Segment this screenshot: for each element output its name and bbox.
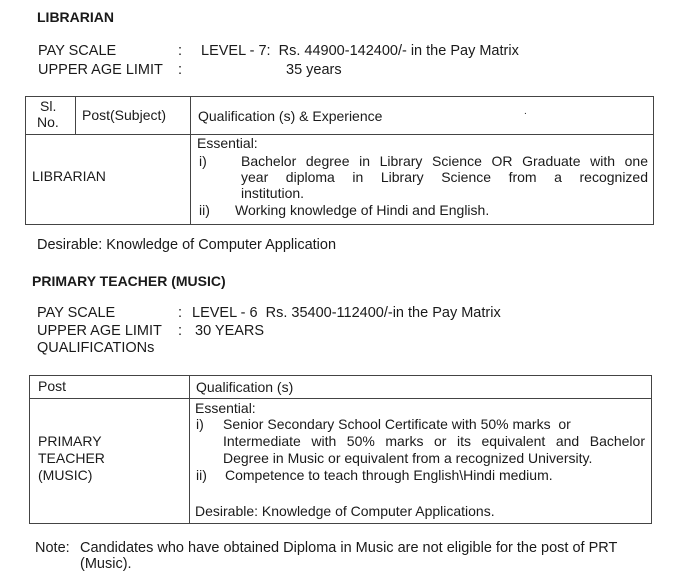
librarian-desirable: Desirable: Knowledge of Computer Application: [37, 237, 337, 253]
header-qualification: [190, 376, 652, 399]
librarian-pay-scale-value: LEVEL - 7: Rs. 44900-142400/- in the Pay Matrix: [201, 43, 519, 59]
music-pay-scale-value: LEVEL - 6 Rs. 35400-112400/-in the Pay Matrix: [192, 305, 501, 321]
qualification-cell: [191, 135, 654, 225]
post-cell: [30, 399, 190, 524]
post-line: (MUSIC): [38, 467, 93, 483]
essential-label: Essential:: [197, 135, 258, 151]
stray-dot: .: [524, 106, 527, 117]
item-line: Intermediate with 50% marks or its equivalent and Bachelor: [223, 433, 645, 449]
header-sl-line1: Sl.: [40, 98, 57, 114]
item-number: ii): [199, 202, 210, 218]
header-post-subject: [76, 97, 191, 135]
header-post-label: Post: [38, 378, 67, 394]
librarian-heading: LIBRARIAN: [37, 9, 114, 25]
note-line: (Music).: [80, 556, 132, 572]
librarian-qualification-table: [25, 96, 654, 225]
item-line: Senior Secondary School Certificate with 50% marks or: [223, 416, 571, 432]
note-line: Candidates who have obtained Diploma in Music are not eligible for the post of PRT: [80, 540, 618, 556]
table-header-row: [26, 97, 654, 135]
librarian-age-colon: :: [178, 62, 183, 78]
item-number: i): [199, 153, 207, 169]
header-qualification-label: Qualification (s) & Experience: [198, 108, 383, 124]
item-line: Competence to teach through English\Hindi medium.: [225, 467, 553, 483]
music-age-label: UPPER AGE LIMIT: [37, 323, 162, 339]
music-age-colon: :: [178, 323, 183, 339]
music-qualification-table: [29, 375, 652, 524]
music-age-value: 30 YEARS: [195, 323, 265, 339]
librarian-pay-scale-label: PAY SCALE: [38, 43, 117, 59]
item-line: year diploma in Library Science from a recognized: [241, 169, 648, 185]
header-sl-no: [26, 97, 76, 135]
post-line: PRIMARY: [38, 433, 102, 449]
item-line: Working knowledge of Hindi and English.: [235, 202, 490, 218]
header-qualification-label: Qualification (s): [196, 379, 294, 395]
table-row: [26, 135, 654, 225]
item-number: ii): [196, 467, 207, 483]
table-header-row: [30, 376, 652, 399]
music-pay-scale-colon: :: [178, 305, 183, 321]
music-pay-scale-label: PAY SCALE: [37, 305, 116, 321]
item-number: i): [196, 416, 204, 432]
music-qualifications-label: QUALIFICATIONs: [37, 340, 155, 356]
music-heading: PRIMARY TEACHER (MUSIC): [32, 273, 226, 289]
table-row: [30, 399, 652, 524]
post-librarian: LIBRARIAN: [32, 168, 106, 184]
librarian-pay-scale-colon: :: [178, 43, 183, 59]
post-line: TEACHER: [38, 450, 105, 466]
librarian-age-label: UPPER AGE LIMIT: [38, 62, 163, 78]
librarian-age-value: 35 years: [286, 62, 342, 78]
desirable-text: Desirable: Knowledge of Computer Applications.: [195, 503, 495, 519]
note-label: Note:: [35, 540, 70, 556]
item-line: institution.: [241, 185, 305, 201]
header-post: [30, 376, 190, 399]
item-line: Bachelor degree in Library Science OR Graduate with one: [241, 153, 648, 169]
header-sl-line2: No.: [37, 114, 59, 130]
post-cell: [26, 135, 191, 225]
qualification-cell: [190, 399, 652, 524]
essential-label: Essential:: [195, 400, 256, 416]
header-post-subject-label: Post(Subject): [82, 107, 167, 123]
header-qualification: [191, 97, 654, 135]
item-line: Degree in Music or equivalent from a recognized University.: [223, 450, 593, 466]
